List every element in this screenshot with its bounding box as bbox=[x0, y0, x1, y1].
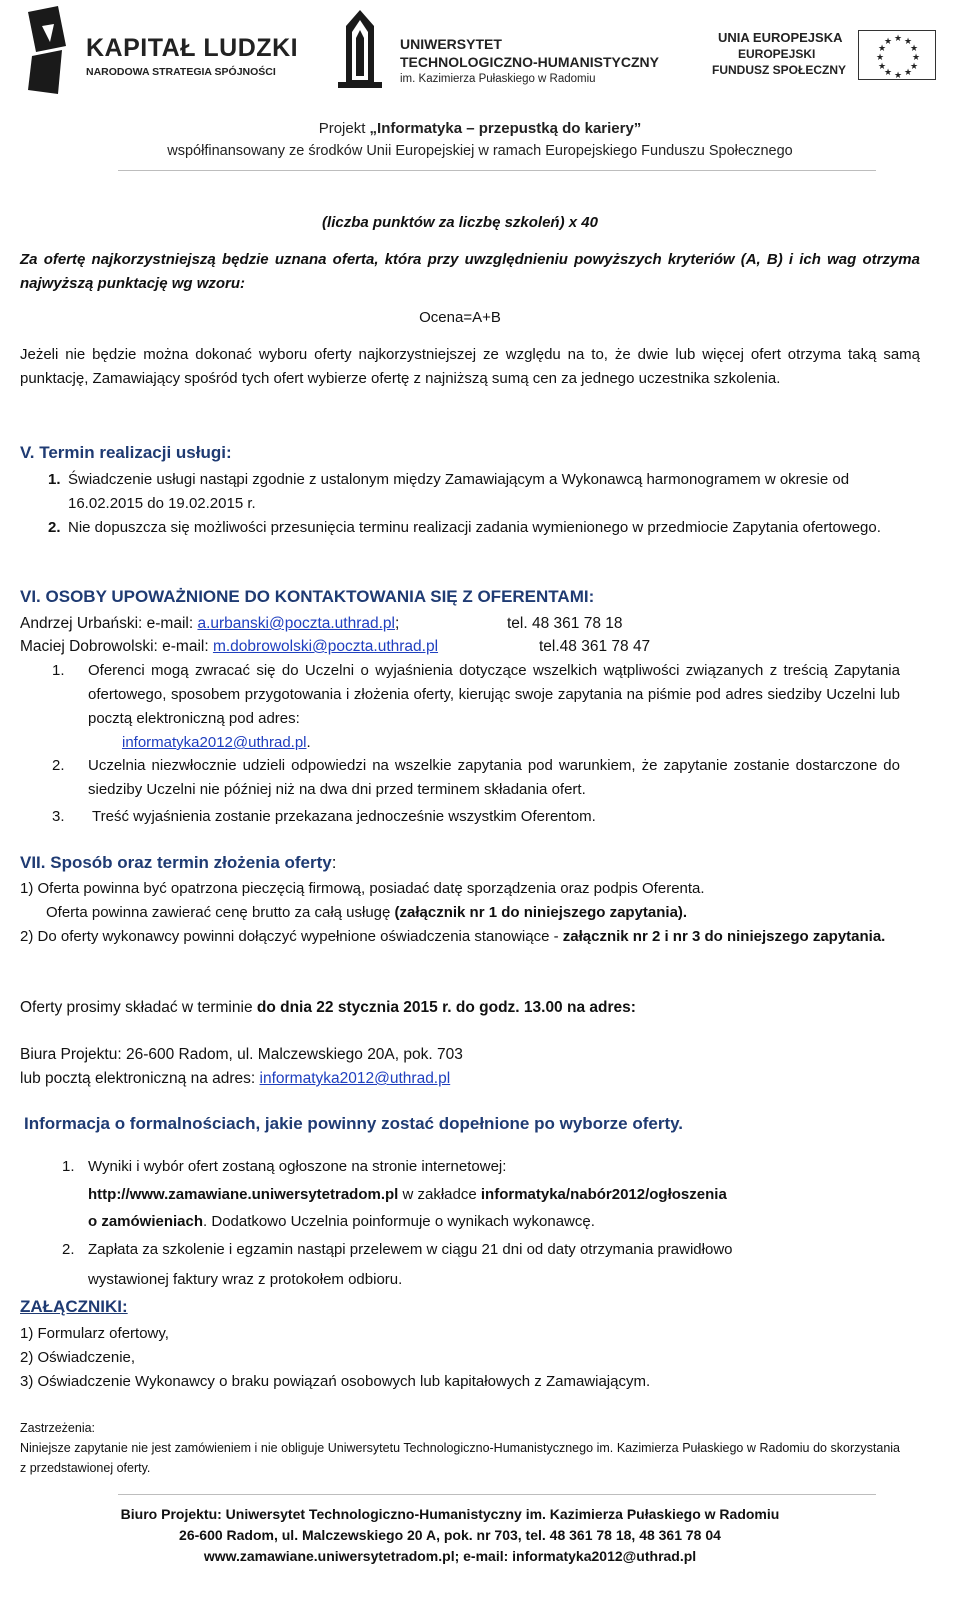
attachment-item-3: 3) Oświadczenie Wykonawcy o braku powiązań osobowych lub kapitałowych z Zamawiającym. bbox=[20, 1373, 651, 1390]
svg-text:★: ★ bbox=[904, 37, 913, 47]
reservation-text: Niniejsze zapytanie nie jest zamówieniem i nie obliguje Uniwersytetu Technologiczno-Humanistycznego im. Kazimierza Pułaskiego w Radomiu do skorzystania z przedstawionej oferty. bbox=[20, 1441, 900, 1475]
footer-line3: www.zamawiane.uniwersytetradom.pl; e-mail: informatyka2012@uthrad.pl bbox=[203, 1548, 697, 1564]
section-vii-number: VII. bbox=[20, 853, 51, 872]
university-line3: im. Kazimierza Pułaskiego w Radomiu bbox=[400, 73, 596, 85]
results-tab-cont: o zamówieniach bbox=[88, 1213, 204, 1230]
svg-text:★: ★ bbox=[878, 44, 887, 54]
svg-text:★: ★ bbox=[884, 68, 893, 78]
eu-line1: UNIA EUROPEJSKA bbox=[718, 30, 843, 45]
eu-flag-icon bbox=[858, 30, 936, 80]
section-v-item2-text: Nie dopuszcza się możliwości przesunięcia terminu realizacji zadania wymienionego w przedmiocie Zapytania ofertowego. bbox=[68, 519, 881, 536]
svg-text:★: ★ bbox=[876, 53, 885, 63]
deadline-date: do dnia 22 stycznia 2015 r. do godz. 13.00 na adres: bbox=[256, 999, 636, 1016]
deadline bbox=[20, 996, 920, 1020]
contact1-label: Andrzej Urbański: e-mail: bbox=[20, 615, 198, 632]
section-vi-item1-end: . bbox=[306, 734, 311, 751]
eu-line2: EUROPEJSKI bbox=[738, 47, 816, 61]
section-vii-item1b-attachment: (załącznik nr 1 do niniejszego zapytania). bbox=[394, 904, 688, 921]
section-vii-heading bbox=[20, 853, 336, 873]
logo-kapital-ludzki bbox=[28, 4, 318, 96]
section-vii-item1b-text: Oferta powinna zawierać cenę brutto za całą usługę bbox=[46, 904, 395, 921]
section-vi-item1-text bbox=[88, 659, 900, 731]
header-divider bbox=[118, 170, 876, 171]
formalities-item2-line2: wystawionej faktury wraz z protokołem odbioru. bbox=[88, 1271, 403, 1288]
project-title bbox=[0, 120, 960, 137]
section-vi-item2-text: Uczelnia niezwłocznie udzieli odpowiedzi na wszelkie zapytania pod warunkiem, że zapytanie zostanie dostarczone do siedziby Uczelni nie później niż na dwa dni przed terminem składania ofert. bbox=[88, 757, 900, 798]
section-vii-colon: : bbox=[331, 853, 337, 872]
svg-text:★: ★ bbox=[910, 44, 919, 54]
formalities-item1-num: 1. bbox=[62, 1158, 75, 1175]
section-vi-item2-num: 2. bbox=[52, 757, 65, 774]
section-v-item1-text: Świadczenie usługi nastąpi zgodnie z ustalonym między Zamawiającym a Wykonawcą harmonogramem w okresie od 16.02.2015 do 19.02.2015 r. bbox=[68, 471, 850, 512]
contact2-email-link[interactable]: m.dobrowolski@poczta.uthrad.pl bbox=[212, 638, 439, 655]
formalities-item1-line1: Wyniki i wybór ofert zostaną ogłoszone na stronie internetowej: bbox=[88, 1158, 507, 1175]
deadline-text: Oferty prosimy składać w terminie bbox=[20, 999, 257, 1016]
section-vi-item1-num: 1. bbox=[52, 662, 65, 679]
contact-dobrowolski bbox=[20, 635, 920, 659]
tie-rule: Jeżeli nie będzie można dokonać wyboru oferty najkorzystniejszej ze względu na to, że dwie lub więcej ofert otrzyma taką samą punktację, Zamawiający spośród tych ofert wybierze ofertę z najniższą sumą cen za jednego uczestnika szkolenia. bbox=[20, 346, 920, 387]
address-line1: Biura Projektu: 26-600 Radom, ul. Malczewskiego 20A, pok. 703 bbox=[20, 1046, 463, 1063]
address-line2 bbox=[20, 1067, 450, 1091]
formalities-item2-num: 2. bbox=[62, 1241, 75, 1258]
section-v-item2-num: 2. bbox=[48, 519, 61, 536]
svg-text:★: ★ bbox=[912, 53, 921, 63]
section-vi-item1-email-line bbox=[122, 731, 311, 755]
section-vi-item1-body: Oferenci mogą zwracać się do Uczelni o wyjaśnienia dotyczące wszelkich wątpliwości związanych z treścią Zapytania ofertowego, sposobem przygotowania i złożenia oferty, kierując swoje zapytania na piśmie pod adres siedziby Uczelni lub pocztą elektroniczną pod adres: bbox=[88, 662, 900, 727]
attachment-item-2: 2) Oświadczenie, bbox=[20, 1349, 136, 1366]
formula-total: Ocena=A+B bbox=[419, 309, 501, 326]
contact1-separator: ; bbox=[395, 615, 400, 632]
university-line2: TECHNOLOGICZNO-HUMANISTYCZNY bbox=[400, 54, 659, 70]
university-line1: UNIWERSYTET bbox=[400, 36, 502, 52]
section-vii-item1b bbox=[46, 901, 926, 925]
section-vii-item1: 1) Oferta powinna być opatrzona pieczęcią firmową, posiadać datę sporządzenia oraz podpis Oferenta. bbox=[20, 880, 705, 897]
section-vi-item3-num: 3. bbox=[52, 808, 65, 825]
svg-text:★: ★ bbox=[884, 37, 893, 47]
contact2-label: Maciej Dobrowolski: e-mail: bbox=[20, 638, 213, 655]
results-tab: informatyka/nabór2012/ogłoszenia bbox=[480, 1186, 727, 1203]
logo-university bbox=[332, 6, 682, 92]
kapital-ludzki-emblem-icon bbox=[28, 6, 66, 94]
results-url[interactable]: http://www.zamawiane.uniwersytetradom.pl bbox=[88, 1186, 399, 1203]
section-vii-item2 bbox=[20, 925, 900, 949]
formula-b: (liczba punktów za liczbę szkoleń) x 40 bbox=[322, 214, 598, 231]
contact-urbanski bbox=[20, 612, 920, 636]
formalities-item1-line3 bbox=[88, 1210, 595, 1234]
formalities-item1-end: . Dodatkowo Uczelnia poinformuje o wynikach wykonawcę. bbox=[203, 1213, 595, 1230]
eu-line3: FUNDUSZ SPOŁECZNY bbox=[712, 63, 847, 77]
formalities-item1-mid: w zakładce bbox=[398, 1186, 481, 1203]
formalities-heading: Informacja o formalnościach, jakie powinny zostać dopełnione po wyborze oferty. bbox=[24, 1114, 684, 1133]
inquiry-email-link[interactable]: informatyka2012@uthrad.pl bbox=[122, 734, 307, 751]
section-vii-title: Sposób oraz termin złożenia oferty bbox=[50, 853, 332, 872]
footer-divider bbox=[118, 1494, 876, 1495]
section-v-item1-num: 1. bbox=[48, 471, 61, 488]
contact2-tel: tel.48 361 78 47 bbox=[539, 638, 651, 655]
svg-text:★: ★ bbox=[910, 62, 919, 72]
logo-eu bbox=[708, 28, 944, 88]
reservation-label: Zastrzeżenia: bbox=[20, 1421, 96, 1435]
svg-text:★: ★ bbox=[894, 34, 903, 44]
section-vii-item2-attachment: załącznik nr 2 i nr 3 do niniejszego zapytania. bbox=[562, 928, 886, 945]
section-vi-heading: VI. OSOBY UPOWAŻNIONE DO KONTAKTOWANIA SIĘ Z OFERENTAMI: bbox=[20, 587, 595, 606]
attachments-heading: ZAŁĄCZNIKI: bbox=[20, 1297, 128, 1316]
best-offer-rule: Za ofertę najkorzystniejszą będzie uznana oferta, która przy uwzględnieniu powyższych kryteriów (A, B) i ich wag otrzyma najwyższą punktację wg wzoru: bbox=[20, 251, 920, 292]
section-v-heading: V. Termin realizacji usługi: bbox=[20, 443, 232, 462]
contact1-email-link[interactable]: a.urbanski@poczta.uthrad.pl bbox=[197, 615, 395, 632]
footer-line2: 26-600 Radom, ul. Malczewskiego 20 A, pok. nr 703, tel. 48 361 78 18, 48 361 78 04 bbox=[179, 1527, 721, 1543]
formalities-item1-line2 bbox=[88, 1183, 727, 1207]
project-prefix: Projekt bbox=[318, 120, 370, 137]
formalities-item2-line1: Zapłata za szkolenie i egzamin nastąpi przelewem w ciągu 21 dni od daty otrzymania prawidłowo bbox=[88, 1241, 733, 1258]
project-cofinancing: współfinansowany ze środków Unii Europejskiej w ramach Europejskiego Funduszu Społecznego bbox=[167, 143, 793, 159]
university-crest-icon bbox=[332, 6, 388, 90]
address-email-link[interactable]: informatyka2012@uthrad.pl bbox=[259, 1070, 451, 1087]
contact1-tel: tel. 48 361 78 18 bbox=[507, 615, 623, 632]
kapital-ludzki-title: KAPITAŁ LUDZKI bbox=[86, 34, 299, 62]
section-vii-item2-text: 2) Do oferty wykonawcy powinni dołączyć wypełnione oświadczenia stanowiące - bbox=[20, 928, 563, 945]
svg-text:★: ★ bbox=[878, 62, 887, 72]
project-name: „Informatyka – przepustką do kariery” bbox=[369, 120, 642, 137]
section-vi-item3-text: Treść wyjaśnienia zostanie przekazana jednocześnie wszystkim Oferentom. bbox=[92, 808, 596, 825]
svg-text:★: ★ bbox=[904, 68, 913, 78]
footer-line1: Biuro Projektu: Uniwersytet Technologiczno-Humanistyczny im. Kazimierza Pułaskiego w Radomiu bbox=[120, 1506, 780, 1522]
kapital-ludzki-subtitle: NARODOWA STRATEGIA SPÓJNOŚCI bbox=[86, 66, 276, 78]
address-email-label: lub pocztą elektroniczną na adres: bbox=[20, 1070, 260, 1087]
svg-text:★: ★ bbox=[894, 71, 903, 80]
attachment-item-1: 1) Formularz ofertowy, bbox=[20, 1325, 169, 1342]
